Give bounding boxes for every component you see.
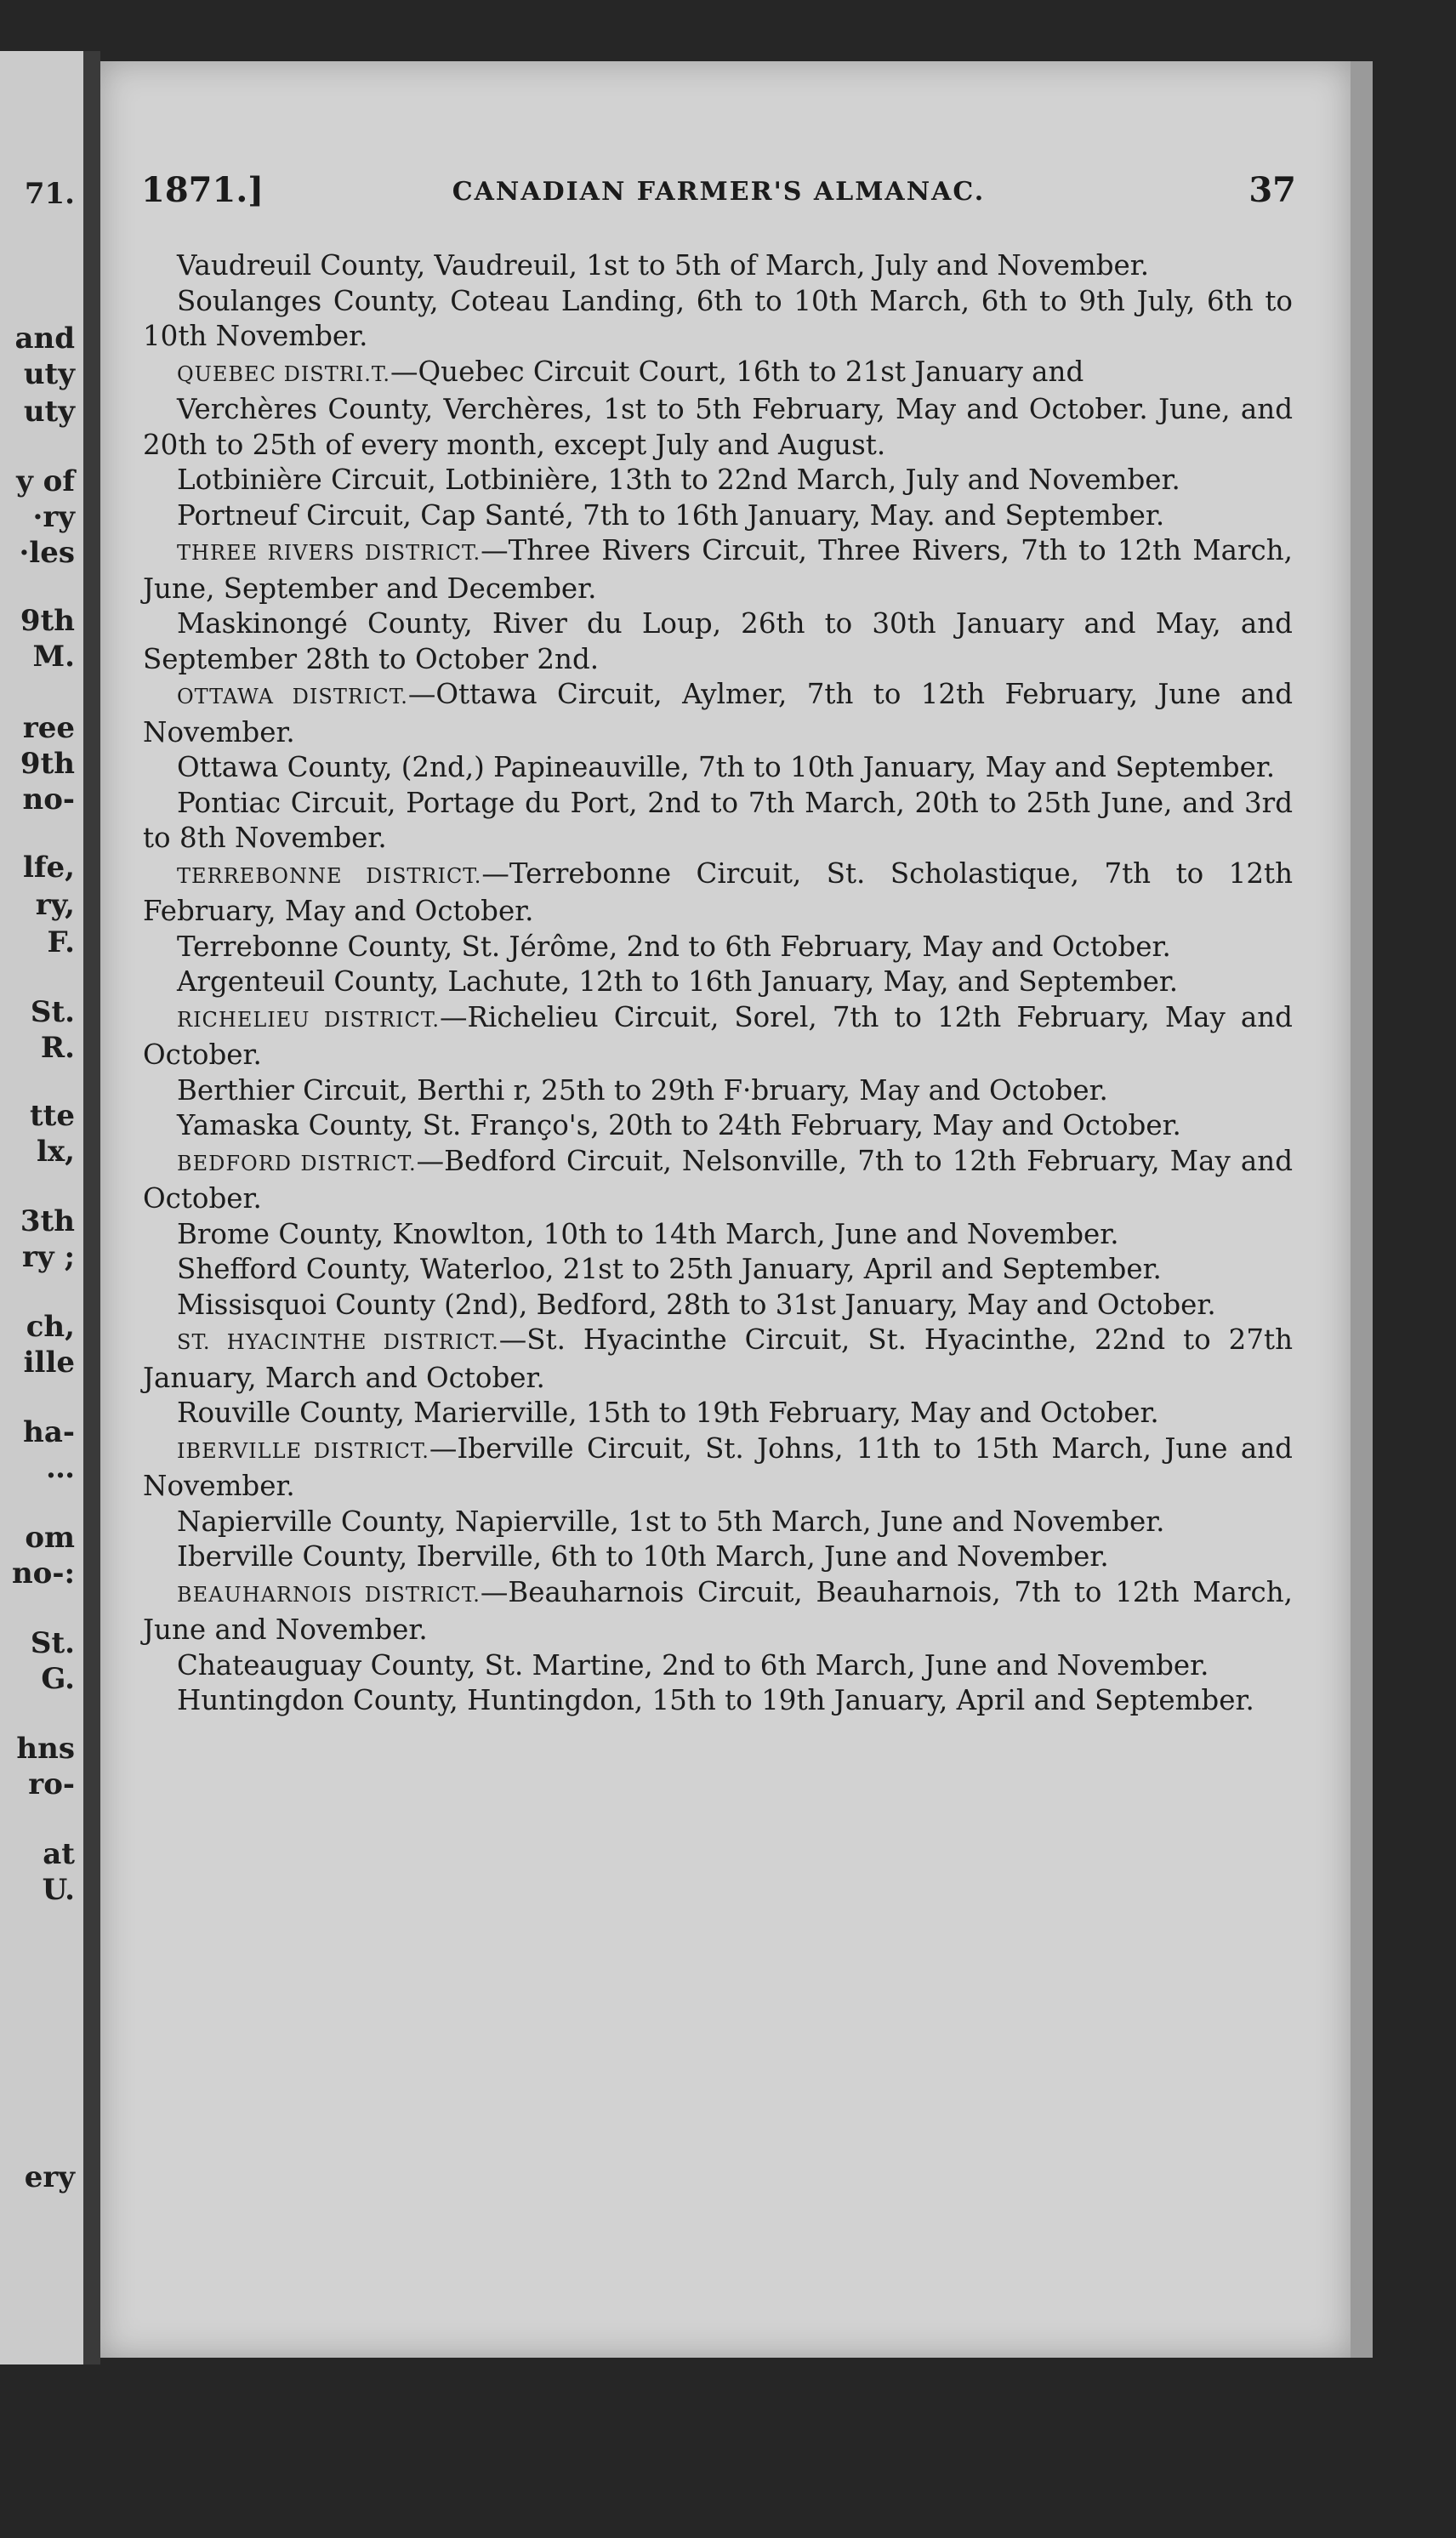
left-page-fragment-text: ille [23,1346,75,1380]
header-title: CANADIAN FARMER'S ALMANAC. [452,177,986,207]
left-page-fragment-text: 9th [20,747,75,781]
district-name: QUEBEC DISTRI.T. [177,361,391,386]
left-page-fragment-text: … [46,1451,75,1485]
court-entry [143,248,1293,284]
left-page-fragment-text: U. [42,1873,75,1907]
court-entry [143,533,1293,606]
left-page-fragment-text: om [25,1521,75,1555]
left-page-fragment-text: no- [22,782,75,817]
entry-text: —Bedford Circuit, Nelsonville, 7th to 12th February, May and October. [143,1144,1293,1215]
district-name: THREE RIVERS DISTRICT. [177,541,481,565]
entry-text: Soulanges County, Coteau Landing, 6th to 10th March, 6th to 9th July, 6th to 10th November. [143,284,1293,352]
district-name: ST. HYACINTHE DISTRICT. [177,1330,499,1354]
entry-text: —Three Rivers Circuit, Three Rivers, 7th to 12th March, June, September and December. [143,534,1293,605]
page-edge [1351,61,1373,2358]
court-entry [143,1323,1293,1396]
court-entry [143,1431,1293,1505]
court-entry [143,1073,1293,1109]
court-entry [143,1108,1293,1144]
left-page-fragment-text: St. [30,1626,75,1660]
page-number: 37 [1248,170,1296,210]
entry-text: Berthier Circuit, Berthi r, 25th to 29th F·bruary, May and October. [177,1073,1108,1107]
entry-text: Terrebonne County, St. Jérôme, 2nd to 6th February, May and October. [177,930,1171,963]
court-terms-list [143,248,1293,1719]
court-entry [143,1252,1293,1288]
entry-text: Napierville County, Napierville, 1st to 5th March, June and November. [177,1505,1165,1538]
entry-text: —Ottawa Circuit, Aylmer, 7th to 12th February, June and November. [143,678,1293,748]
left-page-fragment-text: at [43,1837,75,1871]
court-entry [143,750,1293,786]
entry-text: —St. Hyacinthe Circuit, St. Hyacinthe, 22nd to 27th January, March and October. [143,1323,1293,1394]
left-page-fragment-text: ro- [28,1767,75,1801]
court-entry [143,1505,1293,1540]
left-page-fragment-text: hns [16,1732,75,1766]
court-entry [143,786,1293,856]
court-entry [143,284,1293,355]
entry-text: Huntingdon County, Huntingdon, 15th to 19th January, April and September. [177,1684,1254,1716]
district-name: OTTAWA DISTRICT. [177,685,408,708]
left-page-fragment-text: M. [32,640,75,674]
court-entry [143,355,1293,393]
almanac-page [100,61,1351,2358]
entry-text: Chateauguay County, St. Martine, 2nd to 6th March, June and November. [177,1648,1209,1682]
court-entry [143,606,1293,677]
entry-text: —Terrebonne Circuit, St. Scholastique, 7th to 12th February, May and October. [143,856,1293,927]
district-name: TERREBONNE DISTRICT. [177,863,482,888]
court-entry [143,1000,1293,1073]
entry-text: Verchères County, Verchères, 1st to 5th February, May and October. June, and 20th to 25th of every month, except July and August. [143,393,1293,461]
left-page-fragment-text: and [14,322,75,356]
district-name: BEDFORD DISTRICT. [177,1151,417,1175]
left-page-fragment-text: no-: [11,1556,75,1591]
court-entry [143,965,1293,1000]
court-entry [143,1539,1293,1575]
left-page-fragment-text: G. [41,1662,75,1696]
entry-text: —Richelieu Circuit, Sorel, 7th to 12th February, May and October. [143,1000,1293,1071]
court-entry [143,1217,1293,1253]
entry-text: Maskinongé County, River du Loup, 26th to 30th January and May, and September 28th to October 2nd. [143,607,1293,675]
left-page-fragment-text: ree [22,711,75,745]
entry-text: Rouville County, Marierville, 15th to 19th February, May and October. [177,1397,1159,1429]
header-year: 1871.] [141,170,264,210]
district-name: IBERVILLE DISTRICT. [177,1438,429,1463]
left-page-fragment-text: lx, [36,1135,75,1169]
left-page-fragment-text: ·ry [32,500,75,534]
left-page-fragment-text: ry ; [21,1240,75,1274]
left-page-fragment-text: F. [47,925,75,959]
left-page-fragment-text: 9th [20,604,75,638]
entry-text: Vaudreuil County, Vaudreuil, 1st to 5th of March, July and November. [177,249,1150,282]
left-page-fragment-text: St. [30,995,75,1029]
court-entry [143,498,1293,534]
entry-text: —Beauharnois Circuit, Beauharnois, 7th to 12th March, June and November. [143,1575,1293,1646]
left-page-fragment-text: ery [24,2160,75,2194]
court-entry [143,677,1293,750]
left-page-fragment-text: R. [40,1031,75,1065]
left-page-fragment-text: uty [23,395,75,429]
court-entry [143,1683,1293,1719]
entry-text: Missisquoi County (2nd), Bedford, 28th to 31st January, May and October. [177,1288,1216,1321]
entry-text: —Iberville Circuit, St. Johns, 11th to 15th March, June and November. [143,1431,1293,1502]
left-page-fragment-text: ·les [19,536,75,570]
entry-text: Lotbinière Circuit, Lotbinière, 13th to 22nd March, July and November. [177,464,1180,496]
entry-text: Ottawa County, (2nd,) Papineauville, 7th to 10th January, May and September. [177,751,1276,783]
court-entry [143,930,1293,965]
left-page-fragment-text: ry, [35,888,75,922]
left-page-fragment-text: ha- [23,1415,75,1449]
entry-text: Shefford County, Waterloo, 21st to 25th January, April and September. [177,1253,1162,1285]
court-entry [143,1396,1293,1431]
entry-text: Iberville County, Iberville, 6th to 10th March, June and November. [177,1540,1109,1573]
court-entry [143,1648,1293,1684]
left-page-fragment-text: tte [29,1099,75,1133]
court-entry [143,1575,1293,1648]
entry-text: Brome County, Knowlton, 10th to 14th March, June and November. [177,1217,1119,1250]
court-entry [143,1144,1293,1217]
court-entry [143,392,1293,463]
left-page-fragment-text: 3th [20,1204,75,1238]
court-entry [143,1288,1293,1323]
entry-text: Yamaska County, St. Franço's, 20th to 24th February, May and October. [177,1109,1181,1141]
court-entry [143,856,1293,930]
left-page-fragment-text: uty [23,357,75,391]
left-page-fragment-text: y of [16,464,75,498]
entry-text: Pontiac Circuit, Portage du Port, 2nd to 7th March, 20th to 25th June, and 3rd to 8th November. [143,786,1293,854]
district-name: RICHELIEU DISTRICT. [177,1007,441,1032]
district-name: BEAUHARNOIS DISTRICT. [177,1582,481,1607]
entry-text: Portneuf Circuit, Cap Santé, 7th to 16th January, May. and September. [177,498,1165,532]
left-page-fragment-text: 71. [24,177,75,211]
entry-text: Argenteuil County, Lachute, 12th to 16th January, May, and September. [177,965,1179,998]
left-page-fragment-text: lfe, [22,851,75,885]
running-head [141,170,1296,221]
entry-text: —Quebec Circuit Court, 16th to 21st January and [390,355,1084,388]
book-gutter [83,51,100,2364]
left-page-fragment-text: ch, [26,1310,75,1344]
left-page-fragment [0,51,83,2364]
court-entry [143,463,1293,498]
